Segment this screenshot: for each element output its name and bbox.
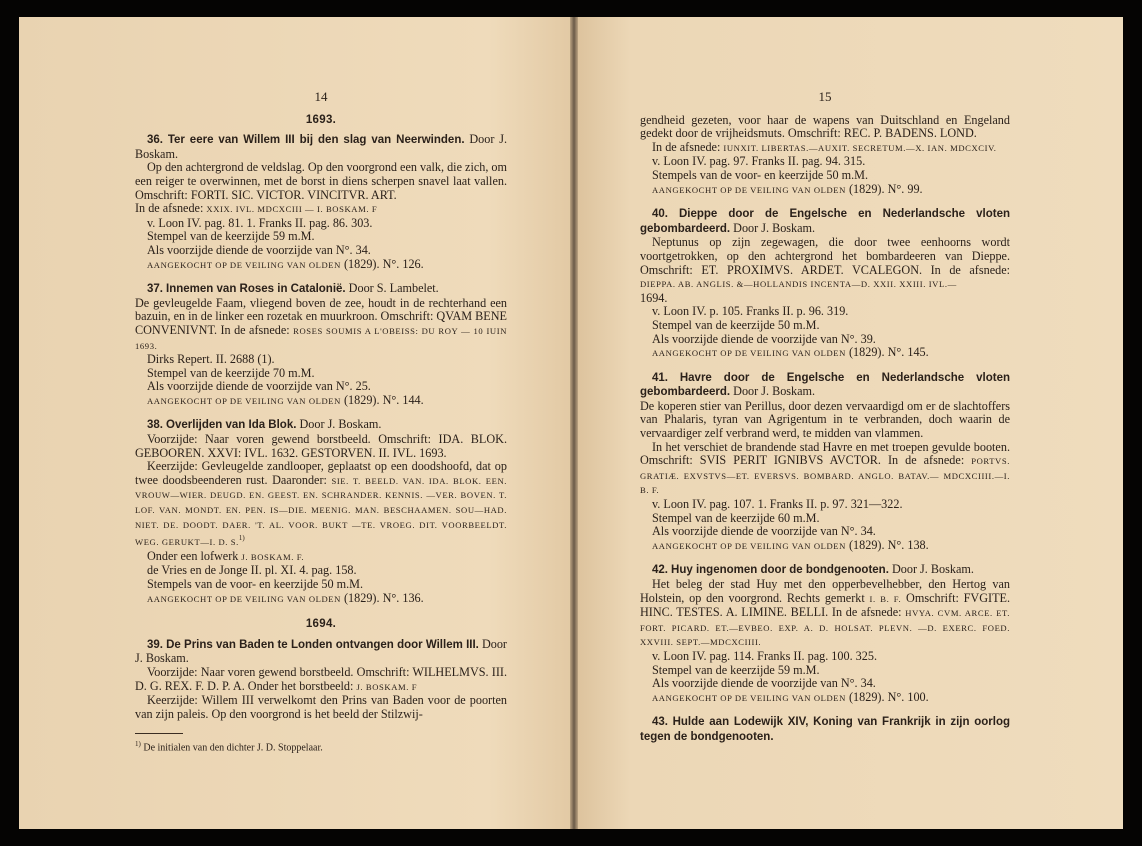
entry-40-stempel: Stempel van de keerzijde 50 m.M. bbox=[652, 317, 820, 332]
entry-38-number: 38. bbox=[147, 419, 163, 432]
entry-36-stempel: Stempel van de keerzijde 59 m.M. bbox=[147, 229, 315, 244]
entry-37-dirks: Dirks Repert. II. 2688 (1). bbox=[147, 352, 275, 367]
footnote-separator bbox=[135, 733, 183, 734]
entry-38-signature: J. BOSKAM. F. bbox=[241, 551, 305, 562]
entry-40-provenance-number: (1829). N°. 145. bbox=[849, 345, 929, 360]
entry-41-reference: v. Loon IV. pag. 107. 1. Franks II. p. 97. 321—322. bbox=[652, 497, 903, 512]
entry-43 bbox=[640, 715, 1010, 744]
left-column bbox=[135, 90, 507, 755]
entry-40-afsnede: DIEPPA. AB. ANGLIS. &—HOLLANDIS INCENTA—D. XXII. XXIII. IVL.— bbox=[640, 279, 957, 290]
entry-40-number: 40. bbox=[652, 208, 668, 221]
entry-39-signature: J. BOSKAM. F bbox=[356, 681, 418, 692]
entry-37-voorzijde: Als voorzijde diende de voorzijde van N°. 25. bbox=[147, 379, 371, 394]
entry-37-title: Innemen van Roses in Catalonië. bbox=[166, 283, 346, 296]
entry-38-voorzijde: Voorzijde: Naar voren gewend borstbeeld. Omschrift: IDA. BLOK. GEBOOREN. XXVI: IVL. 1632. GESTORVEN. II. IVL. 1693. bbox=[135, 432, 507, 460]
entry-42 bbox=[640, 563, 1010, 705]
entry-42-number: 42. bbox=[652, 564, 668, 577]
entry-42-description: Het beleg der stad Huy met den opperbevelhebber, den Hertog van Holstein, op den voorgrond. Rechts gemerkt bbox=[640, 577, 1010, 605]
entry-38-onder: Onder een lofwerk bbox=[147, 548, 239, 563]
entry-39-continued bbox=[640, 114, 1010, 198]
entry-39-reference: v. Loon IV. pag. 97. Franks II. pag. 94. 315. bbox=[652, 154, 866, 169]
entry-41-provenance: AANGEKOCHT OP DE VEILING VAN OLDEN bbox=[652, 540, 846, 551]
entry-39-afsnede-label: In de afsnede: bbox=[652, 139, 721, 154]
entry-39-keerzijde-continued: gendheid gezeten, voor haar de wapens van Duitschland en Engeland gedekt door de vrijheidsmuts. Omschrift: REC. P. BADENS. LOND. bbox=[640, 112, 1010, 141]
entry-37-number: 37. bbox=[147, 283, 163, 296]
entry-42-provenance-number: (1829). N°. 100. bbox=[849, 689, 929, 704]
entry-42-mark: I. B. F. bbox=[869, 593, 902, 604]
entry-40 bbox=[640, 207, 1010, 361]
entry-41 bbox=[640, 371, 1010, 554]
entry-42-title: Huy ingenomen door de bondgenooten. bbox=[671, 564, 889, 577]
entry-39-number: 39. bbox=[147, 638, 163, 651]
entry-37-provenance: AANGEKOCHT OP DE VEILING VAN OLDEN bbox=[147, 395, 341, 406]
year-heading-1694: 1694. bbox=[305, 618, 337, 631]
entry-40-provenance: AANGEKOCHT OP DE VEILING VAN OLDEN bbox=[652, 348, 846, 359]
entry-38-author: Door J. Boskam. bbox=[299, 417, 382, 432]
entry-36-description: Op den achtergrond de veldslag. Op den voorgrond een valk, die zich, om een reiger te overwinnen, met de borst in diens scherpen snavel laat vallen. Omschrift: FORTI. SIC. VICTOR. VINCITVR. ART. bbox=[135, 160, 507, 202]
footnote bbox=[135, 738, 507, 754]
entry-40-voorzijde: Als voorzijde diende de voorzijde van N°. 39. bbox=[652, 331, 876, 346]
entry-38-inscription: SIE. T. BEELD. VAN. IDA. BLOK. EEN. VROUW—WIER. DEUGD. EN. GEEST. EN. SCHRANDER. KENNIS. —VER. BOVEN. T. LOF. VAN. MONDT. EN. PEN. IS—DIE. MEENIG. MAN. BESCHAAMEN. SOU—HAD. NIET. DE. DOODT. DAER. 'T. AL. VOOR. BUKT —TE. VROEG. DIT. VOORBEELDT. WEG. GERUKT—I. D. S. bbox=[135, 475, 508, 548]
entry-40-description: Neptunus op zijn zegewagen, die door twee eenhoorns wordt voortgetrokken, op den achtergrond het bombardeeren van Dieppe. Omschrift: ET. PROXIMVS. ARDET. VCALEGON. In de afsnede: bbox=[640, 235, 1010, 277]
page-number-left: 14 bbox=[314, 89, 328, 104]
entry-39 bbox=[135, 638, 507, 722]
entry-41-voorzijde: Als voorzijde diende de voorzijde van N°. 34. bbox=[652, 524, 876, 539]
entry-37 bbox=[135, 282, 507, 408]
entry-37-afsnede: ROSES SOUMIS A L'OBEISS: DU ROY — 10 IUIN 1693. bbox=[135, 325, 508, 351]
entry-42-stempel: Stempel van de keerzijde 59 m.M. bbox=[652, 662, 820, 677]
entry-41-provenance-number: (1829). N°. 138. bbox=[849, 537, 929, 552]
entry-37-stempel: Stempel van de keerzijde 70 m.M. bbox=[147, 365, 315, 380]
entry-38 bbox=[135, 418, 507, 606]
entry-36-title: Ter eere van Willem III bij den slag van Neerwinden. bbox=[167, 134, 465, 147]
right-column bbox=[640, 90, 1010, 745]
entry-39-stempels: Stempels van de voor- en keerzijde 50 m.M. bbox=[652, 167, 869, 182]
page-number-right: 15 bbox=[818, 89, 832, 104]
entry-42-description-2: Omschrift: FVGITE. HINC. TESTES. A. LIMINE. BELLI. In de afsnede: bbox=[640, 590, 1011, 620]
entry-38-provenance: AANGEKOCHT OP DE VEILING VAN OLDEN bbox=[147, 593, 341, 604]
entry-42-reference: v. Loon IV. pag. 114. Franks II. pag. 100. 325. bbox=[652, 648, 877, 663]
entry-42-voorzijde: Als voorzijde diende de voorzijde van N°. 34. bbox=[652, 676, 876, 691]
entry-38-provenance-number: (1829). N°. 136. bbox=[344, 590, 424, 605]
entry-39-provenance-number: (1829). N°. 99. bbox=[849, 181, 923, 196]
entry-38-title: Overlijden van Ida Blok. bbox=[166, 419, 297, 432]
entry-42-afsnede: HVYA. CVM. ARCE. ET. FORT. PICARD. ET.—EVBEO. EXP. A. D. HOLSAT. PLEVN. —D. EXERC. FOED. XXVIII. SEPT.—MDCXCIIII. bbox=[640, 608, 1011, 648]
entry-36-provenance: AANGEKOCHT OP DE VEILING VAN OLDEN bbox=[147, 259, 341, 270]
entry-36-provenance-number: (1829). N°. 126. bbox=[344, 256, 424, 271]
entry-36-afsnede: XXIX. IVL. MDCXCIII — I. BOSKAM. F bbox=[206, 204, 378, 215]
entry-38-reference: de Vries en de Jonge II. pl. XI. 4. pag. 158. bbox=[147, 563, 357, 578]
footnote-ref: 1) bbox=[238, 534, 245, 543]
entry-36 bbox=[135, 133, 507, 272]
entry-43-number: 43. bbox=[652, 716, 668, 729]
entry-40-title: Dieppe door de Engelsche en Nederlandsche vloten gebombardeerd. bbox=[640, 208, 1010, 235]
footnote-text: De initialen van den dichter J. D. Stoppelaar. bbox=[143, 742, 323, 754]
entry-39-afsnede: IUNXIT. LIBERTAS.—AUXIT. SECRETUM.—X. IAN. MDCXCIV. bbox=[723, 142, 997, 153]
entry-36-voorzijde: Als voorzijde diende de voorzijde van N°. 34. bbox=[147, 242, 371, 257]
entry-42-provenance: AANGEKOCHT OP DE VEILING VAN OLDEN bbox=[652, 692, 846, 703]
entry-41-author: Door J. Boskam. bbox=[733, 384, 816, 399]
entry-39-title: De Prins van Baden te Londen ontvangen door Willem III. bbox=[166, 638, 479, 651]
entry-37-description: De gevleugelde Faam, vliegend boven de zee, houdt in de rechterhand een bazuin, en in de linker een rozetak en muurkroon. Omschrift: QVAM BENE CONVENIVNT. In de afsnede: bbox=[135, 295, 507, 337]
entry-39-voorzijde: Voorzijde: Naar voren gewend borstbeeld. Omschrift: WILHELMVS. III. D. G. REX. F. D. P. A. Onder het borstbeeld: bbox=[135, 665, 507, 693]
entry-39-keerzijde: Keerzijde: Willem III verwelkomt den Prins van Baden voor de poorten van zijn paleis. Op den voorgrond is het beeld der Stilzwij- bbox=[135, 693, 507, 721]
entry-42-author: Door J. Boskam. bbox=[891, 562, 974, 577]
entry-36-author: Door J. Boskam. bbox=[135, 132, 508, 161]
entry-36-afsnede-label: In de afsnede: bbox=[135, 201, 204, 216]
book-gutter bbox=[570, 17, 578, 829]
entry-41-number: 41. bbox=[652, 371, 668, 384]
entry-40-author: Door J. Boskam. bbox=[733, 220, 816, 235]
entry-38-keerzijde: Keerzijde: Gevleugelde zandlooper, geplaatst op een doodshoofd, dat op twee doodsbeenderen rust. Daaronder: bbox=[135, 459, 507, 487]
entry-40-afsnede-year: 1694. bbox=[640, 290, 668, 305]
footnote-mark: 1) bbox=[135, 740, 141, 749]
entry-41-description-2: In het verschiet de brandende stad Havre en met troepen gevulde booten. Omschrift: SVIS PERIT IGNIBVS AVCTOR. In de afsnede: bbox=[640, 439, 1010, 468]
entry-41-afsnede: PORTVS. GRATIÆ. EXVSTVS—ET. EVERSVS. BOMBARD. ANGLO. BATAV.— MDCXCIIII.—I. B. F. bbox=[640, 456, 1010, 496]
entry-37-author: Door S. Lambelet. bbox=[348, 281, 439, 296]
entry-39-author: Door J. Boskam. bbox=[135, 636, 507, 666]
year-heading-1693: 1693. bbox=[305, 113, 337, 126]
entry-37-provenance-number: (1829). N°. 144. bbox=[344, 392, 424, 407]
entry-43-title: Hulde aan Lodewijk XIV, Koning van Frankrijk in zijn oorlog tegen de bondgenooten. bbox=[640, 716, 1010, 743]
entry-39-provenance: AANGEKOCHT OP DE VEILING VAN OLDEN bbox=[652, 184, 846, 195]
entry-41-stempel: Stempel van de keerzijde 60 m.M. bbox=[652, 510, 820, 525]
entry-40-reference: v. Loon IV. p. 105. Franks II. p. 96. 319. bbox=[652, 304, 849, 319]
entry-41-description: De koperen stier van Perillus, door dezen vervaardigd om er de slachtoffers van Phalaris, tyran van Agrigentum in te verbranden, doch waarin de vervaardiger zelf verbrand werd, te midden van vlammen. bbox=[640, 398, 1010, 441]
entry-36-reference: v. Loon IV. pag. 81. 1. Franks II. pag. 86. 303. bbox=[147, 215, 373, 230]
entry-36-number: 36. bbox=[147, 134, 163, 147]
entry-41-title: Havre door de Engelsche en Nederlandsche vloten gebombardeerd. bbox=[640, 371, 1010, 399]
entry-38-stempels: Stempels van de voor- en keerzijde 50 m.M. bbox=[147, 577, 364, 592]
